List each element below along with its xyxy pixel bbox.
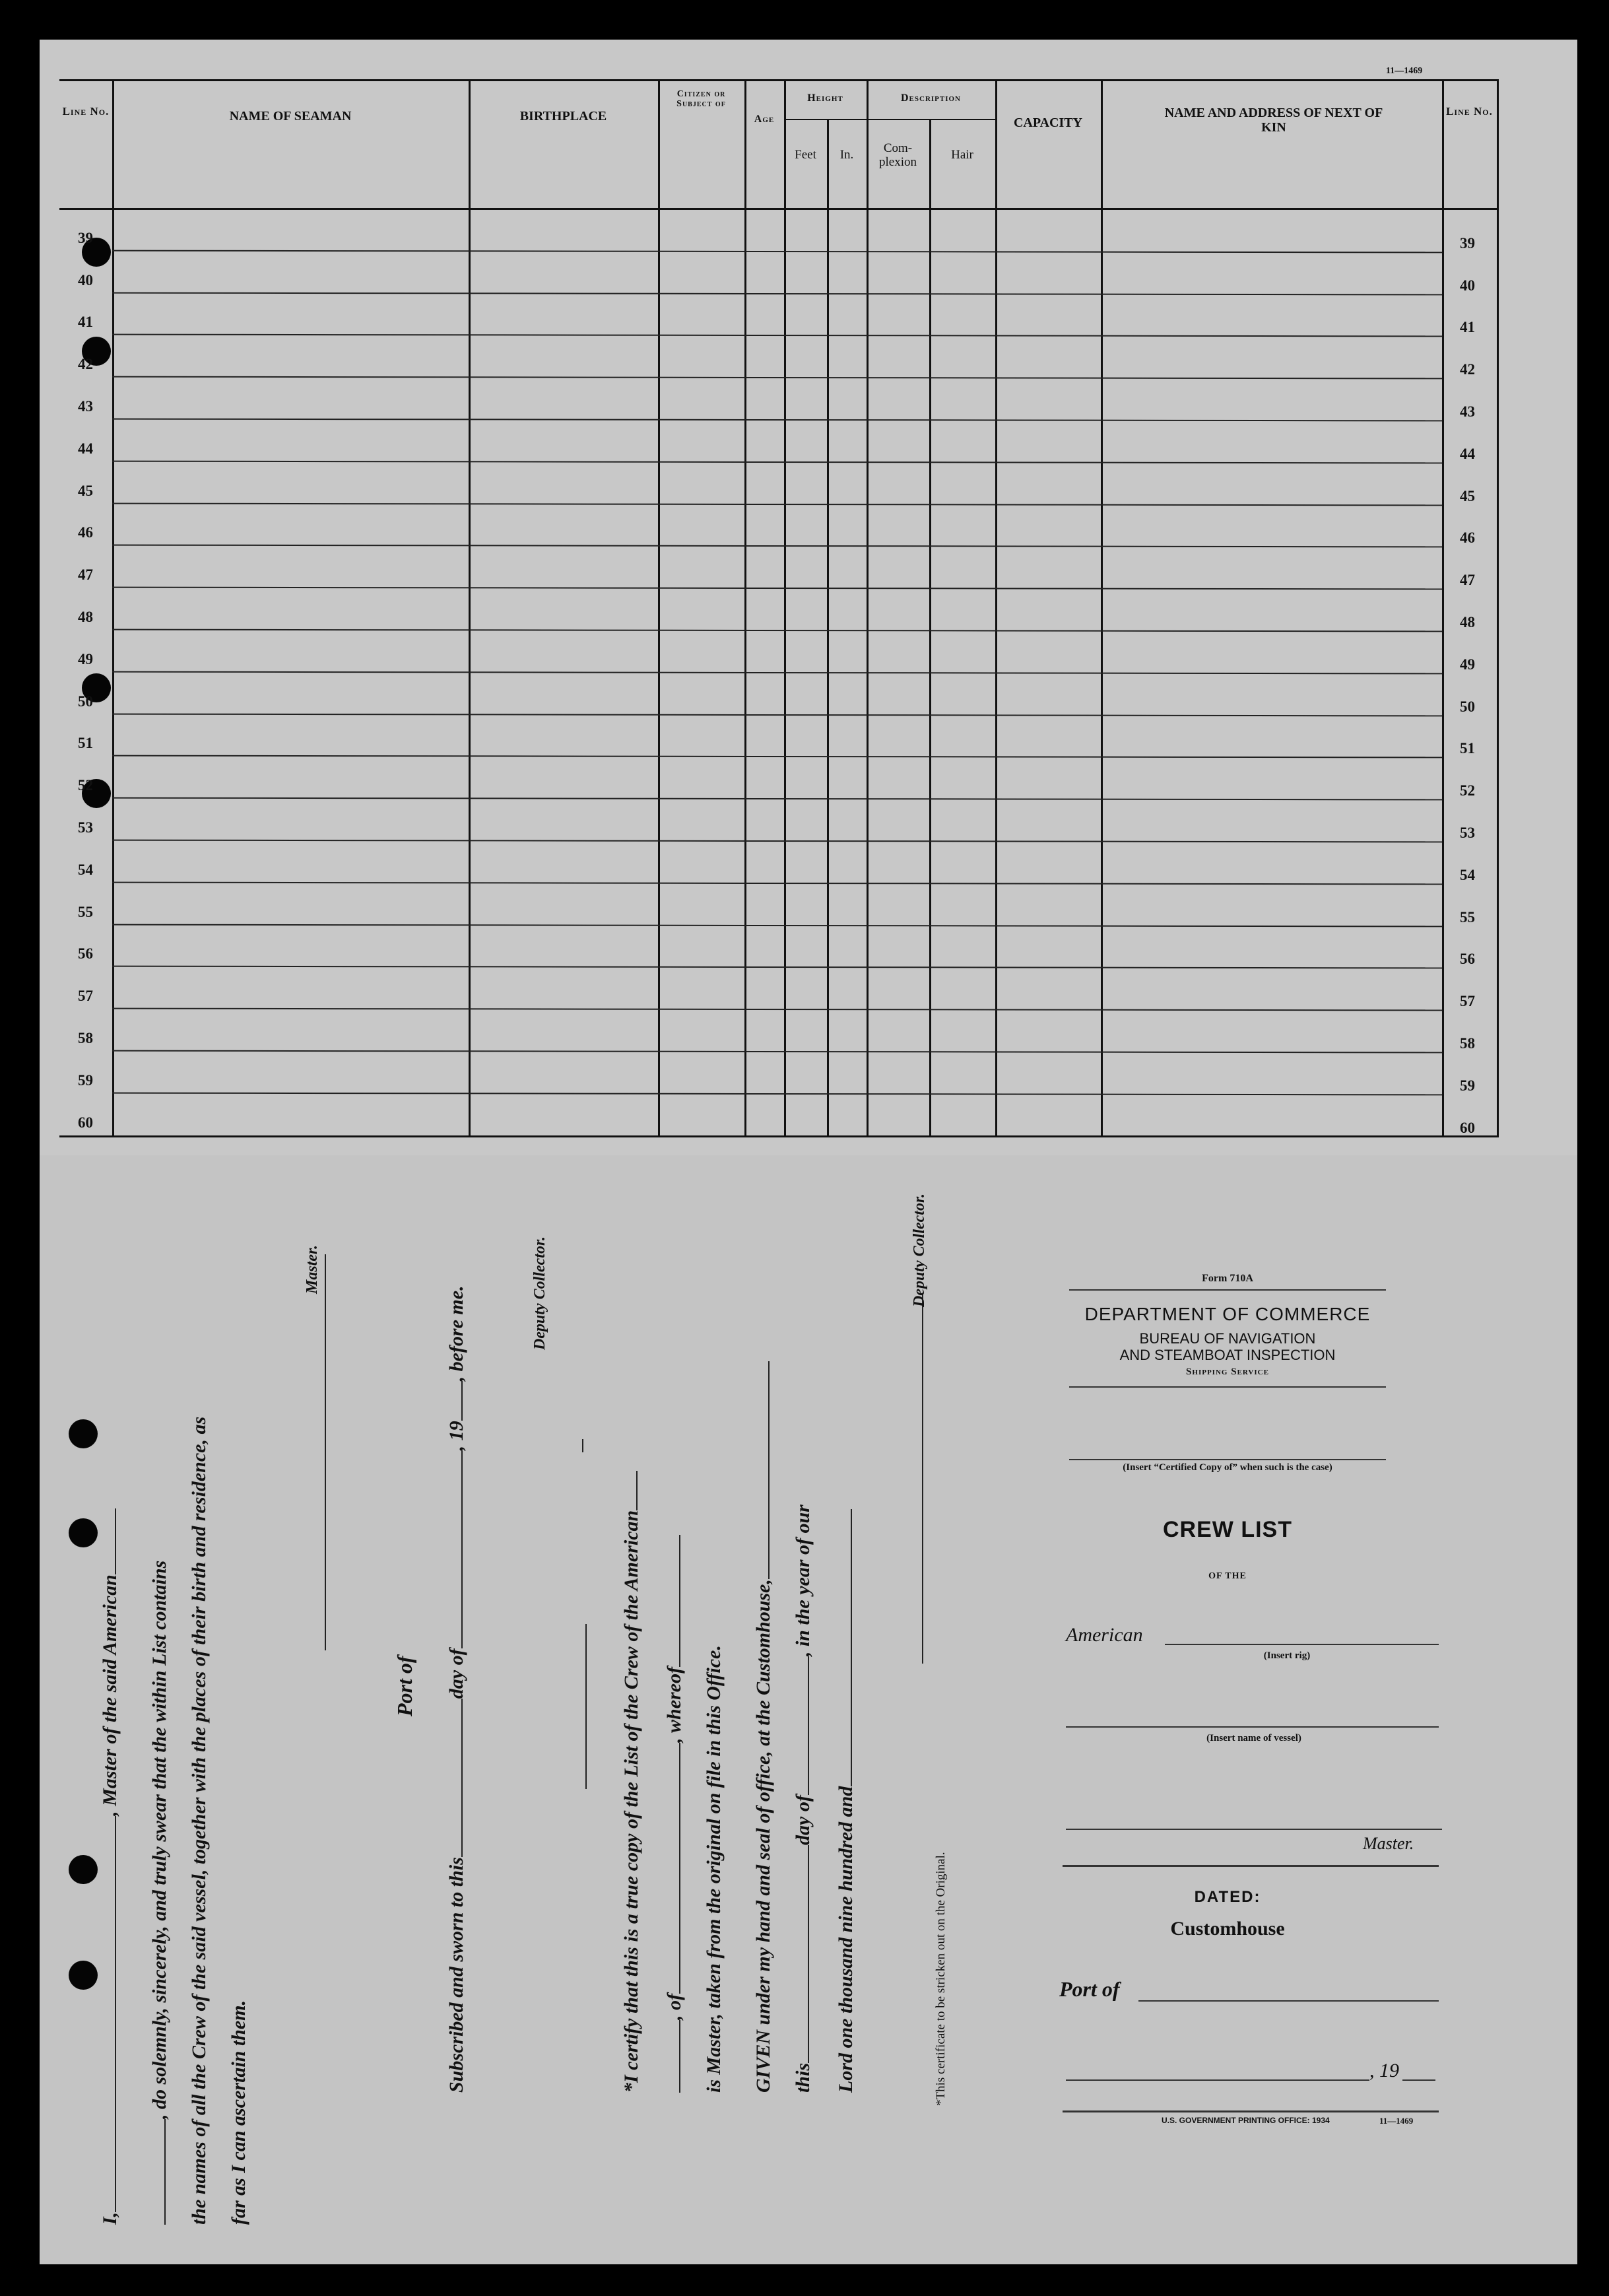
line-number-left: 57	[78, 988, 93, 1005]
bureau-line-1: BUREAU OF NAVIGATION	[1139, 1330, 1316, 1347]
table-row	[59, 210, 1498, 252]
insert-vessel-name-note: (Insert name of vessel)	[1206, 1733, 1301, 1743]
oath-i: I,	[99, 2212, 121, 2225]
shipping-service: Shipping Service	[1186, 1367, 1269, 1377]
table-row	[59, 673, 1498, 716]
line-number-right: 53	[1460, 824, 1475, 841]
table-row	[59, 716, 1498, 758]
table-row	[59, 968, 1498, 1010]
line-number-left: 39	[78, 229, 93, 246]
department-title: DEPARTMENT OF COMMERCE	[1084, 1304, 1371, 1324]
line-number-left: 41	[78, 314, 93, 331]
header-inches: In.	[839, 148, 854, 162]
certificate-footnote: *This certificate to be stricken out on the Original.	[934, 1852, 948, 2106]
table-row	[59, 926, 1498, 968]
line-number-left: 46	[78, 524, 93, 541]
form-number: Form 710A	[1202, 1273, 1253, 1284]
line-number-left: 42	[78, 356, 93, 373]
line-number-right: 50	[1460, 698, 1475, 715]
header-name-of-seaman: NAME OF SEAMAN	[229, 109, 352, 123]
line-number-right: 55	[1460, 908, 1475, 926]
line-number-left: 47	[78, 566, 93, 584]
certify-whereof: , whereof	[663, 1667, 685, 1743]
subscribed-label: Subscribed and sworn to this	[445, 1857, 467, 2093]
table-row	[59, 336, 1498, 378]
line-number-left: 59	[78, 1071, 93, 1089]
line-number-left: 56	[78, 945, 93, 962]
insert-rig-note: (Insert rig)	[1263, 1650, 1311, 1661]
crew-table	[59, 79, 1498, 1139]
certify-of: , of	[663, 1994, 685, 2020]
printing-office: U.S. GOVERNMENT PRINTING OFFICE: 1934	[1162, 2116, 1330, 2125]
of-the-label: OF THE	[1208, 1571, 1247, 1581]
header-feet: Feet	[795, 148, 816, 162]
table-row	[59, 1010, 1498, 1052]
subscribed-year: , 19	[445, 1421, 467, 1451]
line-number-right: 52	[1460, 782, 1475, 799]
oath-crew-names: the names of all the Crew of the said vessel, together with the places of their birth and residence, as	[188, 1416, 210, 2225]
port-of-label: Port of	[393, 1656, 416, 1716]
line-number-right: 49	[1460, 656, 1475, 673]
line-number-right: 46	[1460, 529, 1475, 547]
oath-swear: , do solemnly, sincerely, and truly swear that the within List contains	[148, 1560, 170, 2119]
line-number-left: 53	[78, 819, 93, 836]
table-row	[59, 757, 1498, 799]
header-next-of-kin: NAME AND ADDRESS OF NEXT OF KIN	[1164, 106, 1383, 135]
given-year-of-our: , in the year of our	[792, 1504, 814, 1657]
line-number-right: 45	[1460, 487, 1475, 504]
header-age: Age	[754, 114, 775, 125]
customhouse-label: Customhouse	[1170, 1918, 1285, 1940]
header-capacity: CAPACITY	[1013, 116, 1083, 130]
insert-certified-note: (Insert “Certified Copy of” when such is the case)	[1123, 1462, 1332, 1473]
certify-master-original: is Master, taken from the original on file in this Office.	[703, 1645, 725, 2093]
line-number-right: 59	[1460, 1077, 1475, 1094]
oath-ascertain: far as I can ascertain them.	[228, 2000, 249, 2225]
line-number-left: 40	[78, 271, 93, 288]
line-number-right: 40	[1460, 277, 1475, 294]
line-number-right: 58	[1460, 1034, 1475, 1052]
form-code-bottom: 11—1469	[1379, 2116, 1414, 2126]
line-number-left: 44	[78, 440, 93, 457]
binder-hole	[69, 1419, 98, 1448]
line-number-right: 51	[1460, 740, 1475, 757]
line-number-right: 54	[1460, 866, 1475, 883]
table-row	[59, 463, 1498, 505]
deputy-collector-1: Deputy Collector.	[531, 1236, 548, 1350]
table-row	[59, 799, 1498, 842]
line-number-right: 42	[1460, 361, 1475, 378]
line-number-right: 48	[1460, 613, 1475, 630]
line-number-right: 41	[1460, 319, 1475, 336]
line-number-right: 47	[1460, 572, 1475, 589]
header-hair: Hair	[951, 148, 973, 162]
table-row	[59, 1095, 1498, 1137]
header-line-no-right: Line No.	[1446, 105, 1493, 118]
header-height: Height	[807, 92, 843, 104]
crew-list-title: CREW LIST	[1163, 1517, 1292, 1542]
table-row	[59, 505, 1498, 547]
line-number-right: 43	[1460, 403, 1475, 420]
table-row	[59, 589, 1498, 631]
line-number-left: 54	[78, 861, 93, 878]
header-citizen: Citizen or Subject of	[676, 89, 726, 110]
line-number-left: 52	[78, 777, 93, 794]
certify-text: *I certify that this is a true copy of the List of the Crew of the American	[620, 1510, 642, 2093]
line-number-left: 43	[78, 397, 93, 415]
table-row	[59, 378, 1498, 421]
binder-hole	[69, 1518, 98, 1547]
dated-label: DATED:	[1194, 1888, 1261, 1906]
table-row	[59, 631, 1498, 673]
binder-hole	[69, 1961, 98, 1990]
line-number-right: 56	[1460, 951, 1475, 968]
line-number-right: 60	[1460, 1119, 1475, 1136]
line-number-left: 60	[78, 1114, 93, 1131]
line-number-right: 39	[1460, 234, 1475, 252]
line-number-left: 48	[78, 608, 93, 625]
table-row	[59, 547, 1498, 589]
deputy-collector-2: Deputy Collector.	[911, 1194, 928, 1307]
document-page	[40, 40, 1577, 2264]
table-row	[59, 1052, 1498, 1095]
given-day-of: day of	[792, 1795, 814, 1845]
master-label-back: Master.	[1363, 1834, 1414, 1853]
given-this: this	[792, 2062, 814, 2093]
line-number-left: 49	[78, 650, 93, 667]
form-code-top: 11—1469	[1386, 66, 1423, 76]
line-number-left: 58	[78, 1029, 93, 1046]
port-of-label-back: Port of	[1059, 1977, 1120, 2001]
oath-master-american: , Master of the said American	[99, 1574, 121, 1816]
subscribed-day-of: day of	[445, 1648, 467, 1699]
table-row	[59, 421, 1498, 463]
line-number-left: 50	[78, 692, 93, 710]
header-complexion: Com-plexion	[879, 141, 917, 169]
table-row	[59, 884, 1498, 926]
bureau-line-2: AND STEAMBOAT INSPECTION	[1119, 1347, 1336, 1363]
binder-hole	[69, 1855, 98, 1884]
line-number-right: 44	[1460, 445, 1475, 462]
line-number-left: 51	[78, 735, 93, 752]
line-number-left: 45	[78, 482, 93, 499]
header-birthplace: BIRTHPLACE	[519, 109, 607, 123]
subscribed-before-me: , before me.	[445, 1285, 467, 1382]
line-number-left: 55	[78, 903, 93, 920]
american-label: American	[1066, 1624, 1143, 1646]
table-row	[59, 294, 1498, 337]
master-label: Master.	[304, 1244, 321, 1294]
given-lord: Lord one thousand nine hundred and	[835, 1786, 857, 2093]
year-label-back: , 19	[1369, 2060, 1399, 2081]
table-row	[59, 842, 1498, 884]
given-text: GIVEN under my hand and seal of office, at the Customhouse,	[752, 1579, 774, 2093]
header-line-no: Line No.	[62, 105, 110, 118]
header-description: Description	[900, 92, 961, 104]
line-number-right: 57	[1460, 993, 1475, 1010]
table-row	[59, 252, 1498, 294]
